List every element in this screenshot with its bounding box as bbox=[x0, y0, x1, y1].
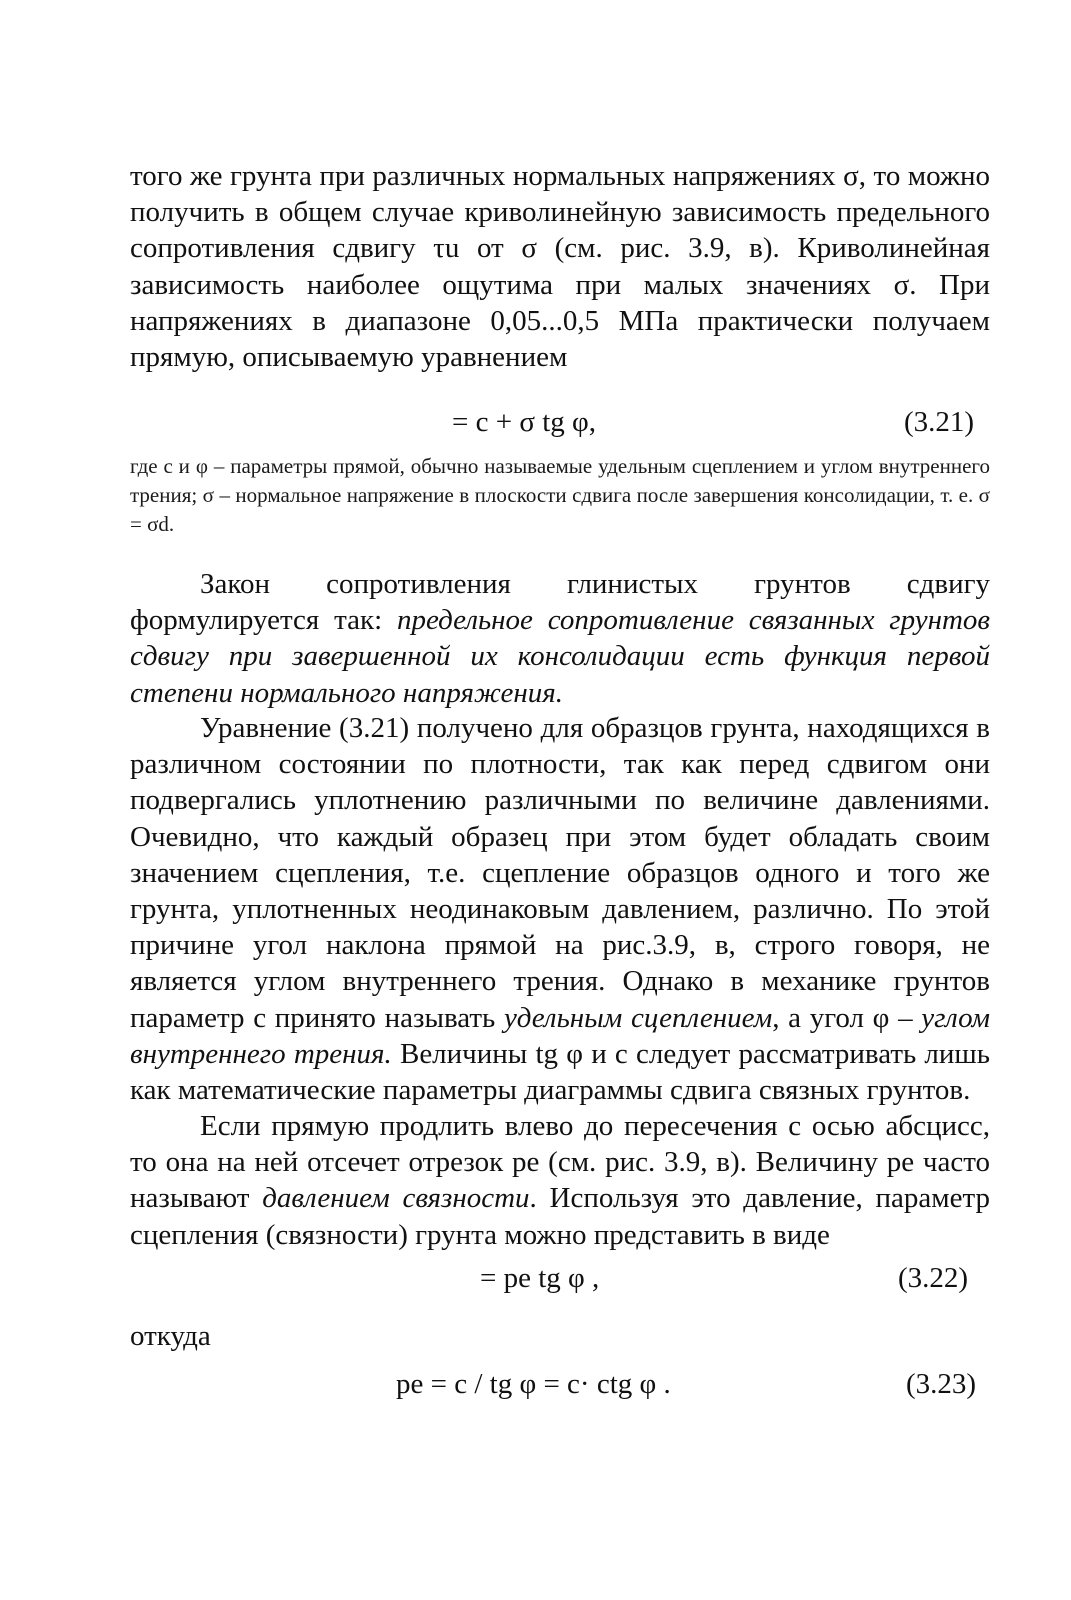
equation-number-3-21: (3.21) bbox=[904, 406, 975, 438]
equation-number-3-23: (3.23) bbox=[906, 1368, 977, 1400]
equation-3-21: = c + σ tg φ, bbox=[452, 406, 597, 438]
term-cohesion-pressure: давлением связности bbox=[262, 1182, 530, 1215]
paragraph-2: Закон сопротивления глинистых грунтов сдвигу формулируется так: предельное сопротивление связанных грунтов сдвигу при завершенной их консолидации есть функция первой степени нормального напряжения. bbox=[130, 568, 991, 709]
word-otkuda: откуда bbox=[130, 1320, 211, 1352]
equation-3-23: pe = c / tg φ = c· ctg φ . bbox=[396, 1368, 671, 1400]
footnote-definitions: где c и φ – параметры прямой, обычно называемые удельным сцеплением и углом внутреннего трения; σ – нормальное напряжение в плоскости сдвига после завершения консолидации, т. е. σ = σd. bbox=[130, 454, 990, 536]
term-internal-friction-angle: углом внутреннего трения. bbox=[130, 1001, 990, 1070]
paragraph-1-text: того же грунта при различных нормальных напряжениях σ, то можно получить в общем случае криволинейную зависимость предельного сопротивления сдвигу τu от σ (см. рис. 3.9, в). Криволинейная зависимость наиболее ощутима при малых значениях σ. При напряжениях в диапазоне 0,05...0,5 МПа практически получаем прямую, описываемую уравнением bbox=[130, 160, 990, 374]
paragraph-4: Если прямую продлить влево до пересечения с осью абсцисс, то она на ней отсечет отрезок pe (см. рис. 3.9, в). Величину pe часто называют давлением связности. Используя это давление, параметр сцепления (связности) грунта можно представить в виде bbox=[130, 1110, 990, 1251]
law-statement-italic: предельное сопротивление связанных грунтов сдвигу при завершенной их консолидации есть функция первой степени нормального напряжения. bbox=[130, 604, 991, 709]
equation-number-3-22: (3.22) bbox=[898, 1262, 969, 1294]
paragraph-1 bbox=[130, 158, 990, 375]
equation-3-22: = pe tg φ , bbox=[480, 1262, 600, 1294]
term-specific-cohesion: удельным сцеплением bbox=[503, 1001, 773, 1034]
paragraph-3: Уравнение (3.21) получено для образцов грунта, находящихся в различном состоянии по плотности, так как перед сдвигом они подвергались уплотнению различными по величине давлениями. Очевидно, что каждый образец при этом будет обладать своим значением сцепления, т.е. сцепление образцов одного и того же грунта, уплотненных неодинаковым давлением, различно. По этой причине угол наклона прямой на рис.3.9, в, строго говоря, не является углом внутреннего трения. Однако в механике грунтов параметр c принято называть удельным сцеплением, а угол φ – углом внутреннего трения. Величины tg φ и c следует рассматривать лишь как математические параметры диаграммы сдвига связных грунтов. bbox=[130, 712, 990, 1107]
